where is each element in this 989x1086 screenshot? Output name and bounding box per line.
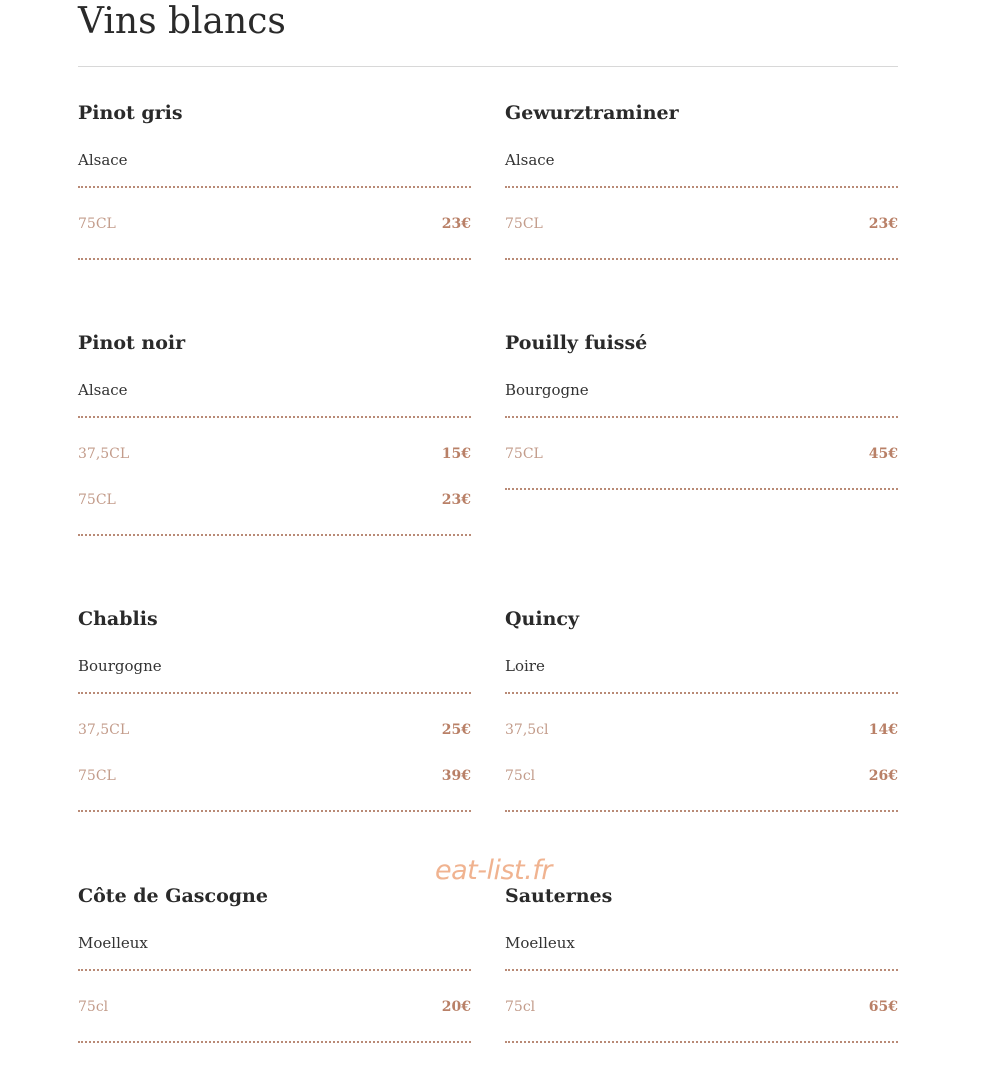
dotted-divider: [505, 416, 898, 418]
bottle-size: 75CL: [78, 216, 116, 232]
price-row: [505, 998, 898, 1016]
bottle-size: 75CL: [78, 492, 116, 508]
dotted-divider: [78, 810, 471, 812]
price: 26€: [868, 768, 898, 784]
page-title: Vins blancs: [78, 1, 286, 42]
bottle-size: 75CL: [78, 768, 116, 784]
wine-name: Quincy: [505, 608, 580, 630]
wine-name: Sauternes: [505, 885, 613, 907]
wine-region: Alsace: [78, 381, 128, 399]
bottle-size: 75cl: [505, 768, 536, 784]
wine-item-pouilly-fuisse: [505, 331, 898, 490]
wine-item-pinot-noir: [78, 331, 471, 536]
wine-item-pinot-gris: [78, 101, 471, 260]
wine-item-sauternes: [505, 884, 898, 1043]
wine-name: Chablis: [78, 608, 158, 630]
price-row: [78, 215, 471, 233]
price-row: [78, 491, 471, 509]
bottle-size: 75CL: [505, 446, 543, 462]
price: 23€: [441, 492, 471, 508]
price-row: [78, 721, 471, 739]
price: 23€: [441, 216, 471, 232]
wine-name: Pinot gris: [78, 102, 183, 124]
wine-name: Côte de Gascogne: [78, 885, 268, 907]
watermark: eat-list.fr: [435, 855, 552, 886]
dotted-divider: [505, 810, 898, 812]
price-row: [78, 998, 471, 1016]
wine-item-chablis: [78, 607, 471, 812]
dotted-divider: [505, 258, 898, 260]
bottle-size: 37,5cl: [505, 722, 549, 738]
dotted-divider: [78, 186, 471, 188]
wine-region: Loire: [505, 657, 545, 675]
dotted-divider: [78, 1041, 471, 1043]
dotted-divider: [78, 416, 471, 418]
wine-name: Pouilly fuissé: [505, 332, 648, 354]
price-row: [505, 767, 898, 785]
dotted-divider: [505, 1041, 898, 1043]
bottle-size: 75cl: [505, 999, 536, 1015]
bottle-size: 75cl: [78, 999, 109, 1015]
price-row: [78, 767, 471, 785]
price: 45€: [868, 446, 898, 462]
wine-item-cote-de-gascogne: [78, 884, 471, 1043]
wine-item-quincy: [505, 607, 898, 812]
title-divider: [78, 66, 898, 67]
dotted-divider: [78, 258, 471, 260]
wine-name: Gewurztraminer: [505, 102, 679, 124]
bottle-size: 37,5CL: [78, 446, 130, 462]
price-row: [505, 445, 898, 463]
price: 25€: [441, 722, 471, 738]
dotted-divider: [78, 534, 471, 536]
wine-region: Alsace: [78, 151, 128, 169]
price: 15€: [441, 446, 471, 462]
wine-region: Alsace: [505, 151, 555, 169]
price: 20€: [441, 999, 471, 1015]
dotted-divider: [505, 488, 898, 490]
price: 23€: [868, 216, 898, 232]
dotted-divider: [78, 969, 471, 971]
wine-region: Bourgogne: [505, 381, 589, 399]
price: 39€: [441, 768, 471, 784]
dotted-divider: [505, 969, 898, 971]
price: 65€: [868, 999, 898, 1015]
price: 14€: [868, 722, 898, 738]
price-row: [505, 721, 898, 739]
wine-name: Pinot noir: [78, 332, 186, 354]
wine-region: Moelleux: [505, 934, 575, 952]
dotted-divider: [505, 692, 898, 694]
wine-region: Bourgogne: [78, 657, 162, 675]
price-row: [505, 215, 898, 233]
dotted-divider: [78, 692, 471, 694]
bottle-size: 75CL: [505, 216, 543, 232]
dotted-divider: [505, 186, 898, 188]
wine-region: Moelleux: [78, 934, 148, 952]
wine-item-gewurztraminer: [505, 101, 898, 260]
price-row: [78, 445, 471, 463]
bottle-size: 37,5CL: [78, 722, 130, 738]
